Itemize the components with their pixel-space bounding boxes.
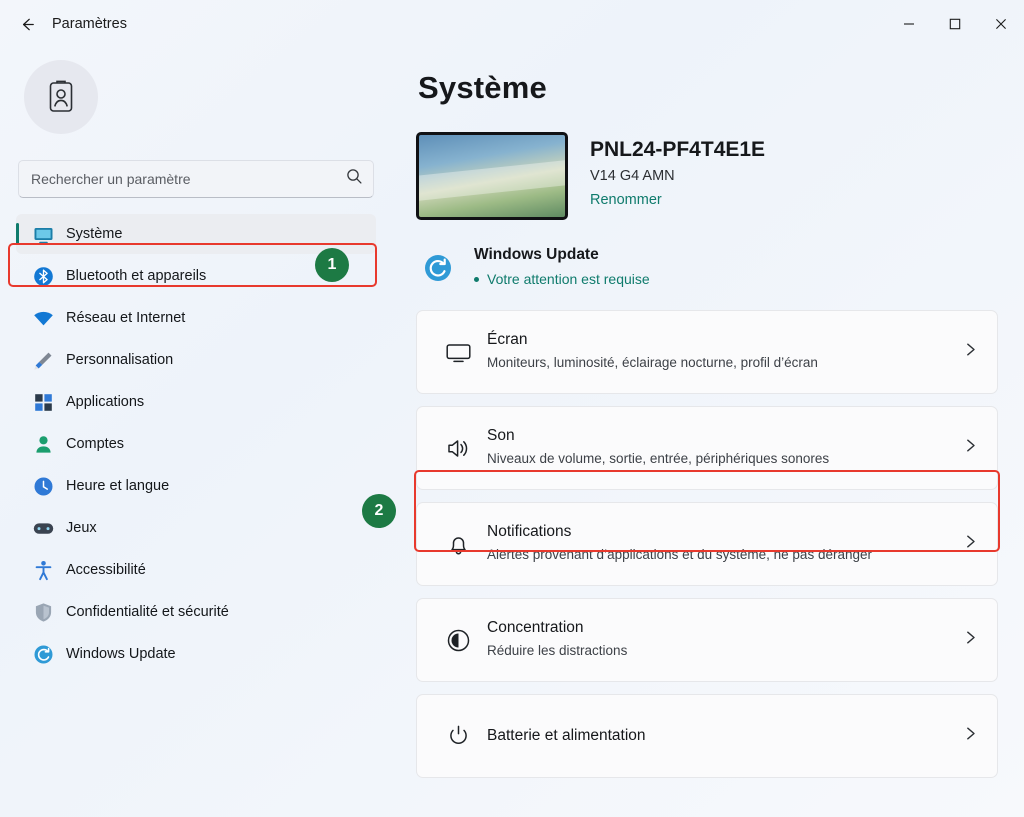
card-ecran[interactable] (416, 310, 998, 394)
sidebar-item-label: Accessibilité (66, 562, 146, 578)
paintbrush-icon (26, 349, 60, 372)
card-text (481, 317, 956, 386)
sidebar-item-label: Applications (66, 394, 145, 410)
card-subtitle: Alertes provenant d’applications et du système, ne pas déranger (487, 547, 872, 563)
sidebar-item-label: Confidentialité et sécurité (66, 604, 229, 620)
card-text (481, 413, 956, 482)
status-dot (474, 277, 479, 282)
device-info (590, 132, 765, 209)
sidebar-item-label: Bluetooth et appareils (66, 268, 207, 284)
sidebar-item-confidentialite-et-securite[interactable] (16, 592, 376, 632)
card-title: Notifications (487, 523, 572, 541)
power-icon (435, 723, 481, 750)
windows-update-status[interactable] (418, 246, 998, 288)
sidebar-item-label: Personnalisation (66, 352, 174, 368)
card-notifications[interactable] (416, 502, 998, 586)
update-icon (418, 248, 458, 288)
back-button[interactable] (10, 7, 44, 41)
user-badge-icon (43, 78, 79, 116)
minimize-button[interactable] (886, 0, 932, 48)
device-summary (416, 132, 998, 220)
close-button[interactable] (978, 0, 1024, 48)
step-badge-2: 2 (362, 494, 396, 528)
search-box[interactable] (18, 160, 374, 198)
windows-update-status-text (474, 271, 650, 287)
title-bar (0, 0, 1024, 48)
avatar[interactable] (24, 60, 98, 134)
device-thumbnail (416, 132, 568, 220)
focus-icon (435, 627, 481, 654)
chevron-right-icon (956, 341, 979, 363)
sidebar-item-systeme[interactable] (16, 214, 376, 254)
device-name: PNL24-PF4T4E1E (590, 138, 766, 161)
display-icon (435, 339, 481, 366)
card-title: Écran (487, 331, 528, 349)
chevron-right-icon (956, 533, 979, 555)
sidebar-item-windows-update[interactable] (16, 634, 376, 674)
sidebar-item-label: Comptes (66, 436, 125, 452)
page-title: Système (418, 70, 547, 105)
update-icon (26, 643, 60, 666)
rename-link[interactable]: Renommer (590, 192, 662, 208)
speaker-icon (435, 435, 481, 462)
card-title: Batterie et alimentation (487, 727, 646, 744)
card-title: Son (487, 427, 515, 445)
sidebar-item-label: Windows Update (66, 646, 176, 662)
sidebar (0, 48, 392, 817)
window-controls (886, 0, 1024, 48)
person-icon (26, 433, 60, 456)
chevron-right-icon (956, 725, 979, 747)
accessibility-icon (26, 559, 60, 582)
windows-update-title: Windows Update (474, 246, 599, 263)
sidebar-nav (14, 214, 378, 674)
gamepad-icon (26, 517, 60, 540)
card-subtitle: Niveaux de volume, sortie, entrée, périphériques sonores (487, 451, 830, 467)
search-icon (346, 168, 363, 190)
sidebar-item-accessibilite[interactable] (16, 550, 376, 590)
main-content (392, 48, 1024, 817)
monitor-icon (26, 223, 60, 246)
card-subtitle: Moniteurs, luminosité, éclairage nocturne, profil d’écran (487, 355, 818, 371)
window-title: Paramètres (52, 16, 127, 32)
settings-card-list (416, 310, 998, 778)
windows-update-text (474, 246, 650, 287)
device-model: V14 G4 AMN (590, 168, 675, 184)
sidebar-item-personnalisation[interactable] (16, 340, 376, 380)
wifi-icon (26, 307, 60, 330)
sidebar-item-heure-et-langue[interactable] (16, 466, 376, 506)
chevron-right-icon (956, 629, 979, 651)
card-batterie-et-alimentation[interactable] (416, 694, 998, 778)
sidebar-item-bluetooth-et-appareils[interactable] (16, 256, 376, 296)
card-text (481, 605, 956, 674)
bluetooth-icon (26, 265, 60, 288)
sidebar-item-label: Heure et langue (66, 478, 170, 494)
card-text (481, 713, 956, 759)
sidebar-item-comptes[interactable] (16, 424, 376, 464)
status-label: Votre attention est requise (487, 271, 650, 287)
search-input[interactable] (19, 161, 373, 197)
sidebar-item-applications[interactable] (16, 382, 376, 422)
step-badge-1: 1 (315, 248, 349, 282)
apps-icon (26, 391, 60, 414)
sidebar-item-label: Réseau et Internet (66, 310, 186, 326)
chevron-right-icon (956, 437, 979, 459)
shield-icon (26, 601, 60, 624)
card-son[interactable] (416, 406, 998, 490)
maximize-button[interactable] (932, 0, 978, 48)
sidebar-item-label: Système (66, 226, 123, 242)
card-subtitle: Réduire les distractions (487, 643, 628, 659)
card-text (481, 509, 956, 578)
card-concentration[interactable] (416, 598, 998, 682)
card-title: Concentration (487, 619, 584, 637)
sidebar-item-label: Jeux (66, 520, 97, 536)
bell-icon (435, 531, 481, 558)
sidebar-item-reseau-et-internet[interactable] (16, 298, 376, 338)
clock-icon (26, 475, 60, 498)
sidebar-item-jeux[interactable] (16, 508, 376, 548)
